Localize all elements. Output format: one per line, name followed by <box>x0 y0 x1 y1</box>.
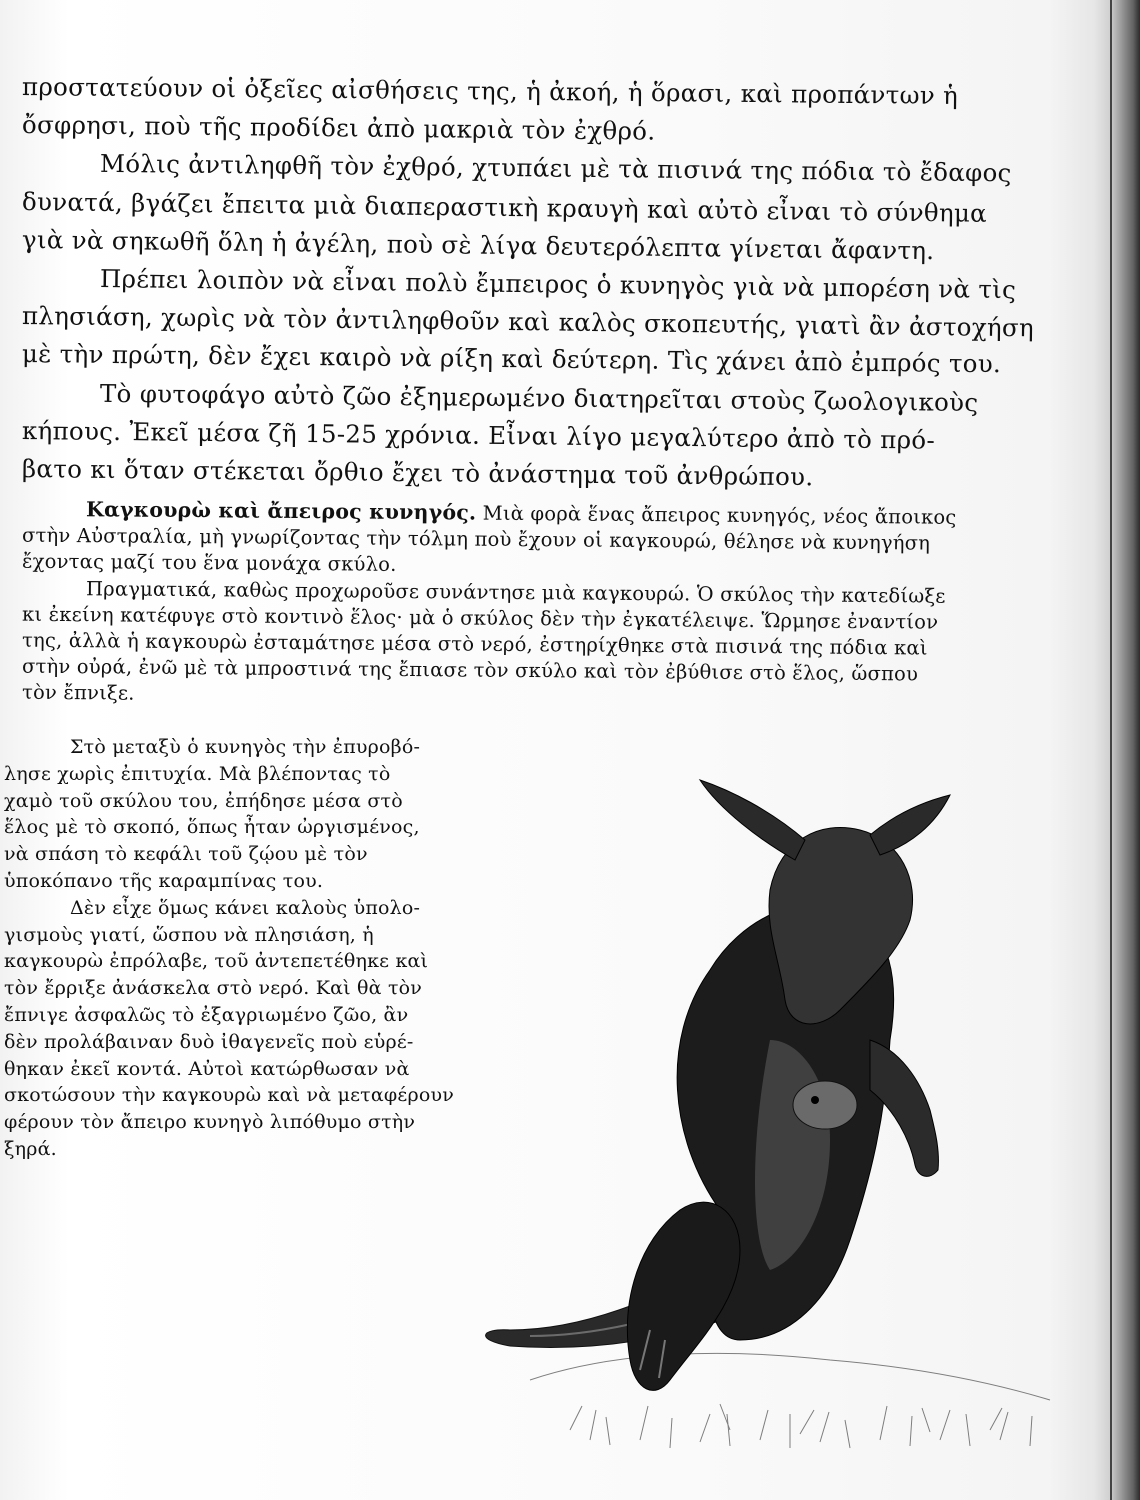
text-line: Στὸ μεταξὺ ὁ κυνηγὸς τὴν ἐπυροβό- <box>70 736 421 758</box>
text-line: τὸν ἔρριξε ἀνάσκελα στὸ νερό. Καὶ θὰ τὸν <box>4 977 423 1000</box>
kangaroo-ear-right <box>870 795 950 855</box>
kangaroo-hind-leg <box>627 1202 740 1390</box>
text-line: θηκαν ἐκεῖ κοντά. Αὐτοὶ κατώρθωσαν νὰ <box>4 1057 410 1080</box>
text-line: τὸν ἔπνιξε. <box>21 681 135 706</box>
text-line: λησε χωρὶς ἐπιτυχία. Μὰ βλέποντας τὸ <box>4 762 391 785</box>
joey-head <box>793 1081 857 1129</box>
text-line: φέρουν τὸν ἄπειρο κυνηγὸ λιπόθυμο στὴν <box>4 1111 416 1134</box>
text-line: δὲν προλάβαιναν δυὸ ἰθαγενεῖς ποὺ εὑρέ- <box>4 1030 414 1053</box>
section-text-block <box>21 497 1022 711</box>
text-line: δυνατά, βγάζει ἔπειτα μιὰ διαπεραστικὴ κραυγὴ καὶ αὐτὸ εἶναι τὸ σύνθημα <box>21 186 988 228</box>
text-line: ἔχοντας μαζί του ἕνα μονάχα σκύλο. <box>21 550 397 577</box>
text-line: ἕλος μὲ τὸ σκοπό, ὅπως ἦταν ὠργισμένος, <box>4 816 420 839</box>
text-line: Τὸ φυτοφάγο αὐτὸ ζῶο ἐξημερωμένο διατηρεῖται στοὺς ζωολογικοὺς <box>99 378 979 417</box>
text-line: καγκουρὼ ἐπρόλαβε, τοῦ ἀντεπετέθηκε καὶ <box>4 950 429 973</box>
section-heading: Καγκουρὼ καὶ ἄπειρος κυνηγός. <box>85 497 477 525</box>
text-line: νὰ σπάση τὸ κεφάλι τοῦ ζῴου μὲ τὸν <box>4 843 368 866</box>
page-edge-line <box>1110 0 1112 1500</box>
text-line: ὑποκόπανο τῆς καραμπίνας του. <box>4 869 324 892</box>
grass-ground <box>530 1353 1050 1448</box>
text-line: πλησιάση, χωρὶς νὰ τὸν ἀντιληφθοῦν καὶ καλὸς σκοπευτής, γιατὶ ἂν ἀστοχήση <box>21 301 1035 343</box>
column-text-block <box>4 734 474 1163</box>
text-line: προστατεύουν οἱ ὀξεῖες αἰσθήσεις της, ἡ ἀκοή, ἡ ὅρασι, καὶ προπάντων ἡ <box>21 72 959 110</box>
text-line: σκοτώσουν τὴν καγκουρὼ καὶ νὰ μεταφέρουν <box>4 1084 454 1107</box>
kangaroo-illustration <box>470 740 1070 1480</box>
text-line: στὴν οὐρά, ἐνῶ μὲ τὰ μπροστινά της ἔπιασε τὸν σκύλο καὶ τὸν ἐβύθισε στὸ ἕλος, ὥσπου <box>21 654 919 686</box>
text-line: Πραγματικά, καθὼς προχωροῦσε συνάντησε μιὰ καγκουρώ. Ὁ σκύλος τὴν κατεδίωξε <box>85 576 946 608</box>
text-line: χαμὸ τοῦ σκύλου του, ἐπήδησε μέσα στὸ <box>4 789 403 812</box>
kangaroo-ear-left <box>700 780 805 860</box>
text-line: ἔπνιγε ἀσφαλῶς τὸ ἐξαγριωμένο ζῶο, ἂν <box>4 1003 409 1026</box>
text-line: Μιὰ φορὰ ἕνας ἄπειρος κυνηγός, νέος ἄποικος <box>476 501 957 529</box>
text-line: ξηρά. <box>4 1137 57 1160</box>
text-line: Πρέπει λοιπὸν νὰ εἶναι πολὺ ἔμπειρος ὁ κυνηγὸς γιὰ νὰ μπορέση νὰ τὶς <box>99 263 1017 305</box>
text-line: Δὲν εἶχε ὅμως κάνει καλοὺς ὑπολο- <box>70 896 421 919</box>
text-line: στὴν Αὐστραλία, μὴ γνωρίζοντας τὴν τόλμη ποὺ ἔχουν οἱ καγκουρώ, θέλησε νὰ κυνηγήση <box>21 523 931 555</box>
text-line: γισμοὺς γιατί, ὥσπου νὰ πλησιάση, ἡ <box>4 923 374 946</box>
text-line: της, ἀλλὰ ἡ καγκουρὼ ἐσταμάτησε μέσα στὸ νερό, ἐστηρίχθηκε στὰ πισινά της πόδια καὶ <box>21 628 928 660</box>
text-line: ὄσφρησι, ποὺ τῆς προδίδει ἀπὸ μακριὰ τὸν ἐχθρό. <box>21 110 656 146</box>
text-line: βατο κι ὅταν στέκεται ὄρθιο ἔχει τὸ ἀνάστημα τοῦ ἀνθρώπου. <box>21 454 814 492</box>
text-line: κήπους. Ἐκεῖ μέσα ζῆ 15-25 χρόνια. Εἶναι λίγο μεγαλύτερο ἀπὸ τὸ πρό- <box>21 415 936 455</box>
page-edge-shadow <box>1094 0 1140 1500</box>
text-line: κι ἐκείνη κατέφυγε στὸ κοντινὸ ἕλος· μὰ ὁ σκύλος δὲν τὴν ἐγκατέλειψε. Ὥρμησε ἐναντίον <box>21 602 939 634</box>
top-text-block <box>21 68 1035 492</box>
text-line: γιὰ νὰ σηκωθῆ ὅλη ἡ ἀγέλη, ποὺ σὲ λίγα δευτερόλεπτα γίνεται ἄφαντη. <box>21 224 935 265</box>
text-line: μὲ τὴν πρώτη, δὲν ἔχει καιρὸ νὰ ρίξη καὶ δεύτερη. Τὶς χάνει ἀπὸ ἐμπρός του. <box>21 339 1002 379</box>
text-line: Μόλις ἀντιληφθῆ τὸν ἐχθρό, χτυπάει μὲ τὰ πισινά της πόδια τὸ ἔδαφος <box>99 149 1012 188</box>
